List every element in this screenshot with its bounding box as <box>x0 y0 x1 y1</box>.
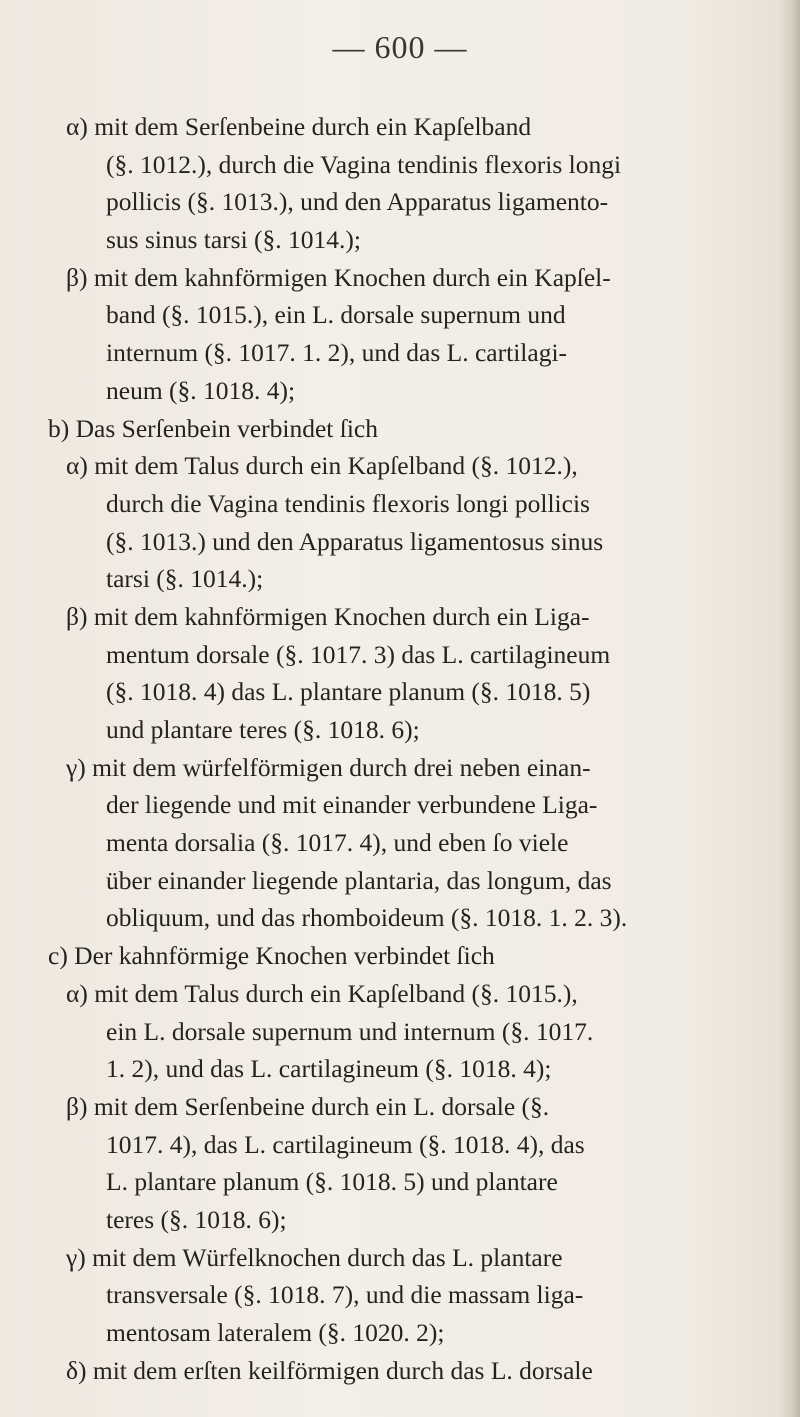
text-line: (§. 1012.), durch die Vagina tendinis flexoris longi <box>106 149 622 179</box>
text-line: b) Das Serſenbein verbindet ſich <box>48 413 378 443</box>
text-line: mentosam lateralem (§. 1020. 2); <box>106 1318 445 1347</box>
text-line: (§. 1018. 4) das L. plantare planum (§. 1018. 5) <box>106 677 591 707</box>
text-line: sus sinus tarsi (§. 1014.); <box>106 225 361 255</box>
text-line: neum (§. 1018. 4); <box>106 375 296 405</box>
text-line: γ) mit dem würfelförmigen durch drei neben einan- <box>66 752 591 782</box>
text-line: mentum dorsale (§. 1017. 3) das L. cartilagineum <box>106 639 611 669</box>
text-line: transversale (§. 1018. 7), und die massam liga- <box>106 1280 584 1310</box>
text-line: der liegende und mit einander verbundene Liga- <box>106 790 598 820</box>
text-line: internum (§. 1017. 1. 2), und das L. cartilagi- <box>106 338 568 368</box>
text-line: γ) mit dem Würfelknochen durch das L. plantare <box>66 1242 563 1272</box>
text-line: band (§. 1015.), ein L. dorsale supernum und <box>106 300 566 330</box>
text-line: obliquum, und das rhomboideum (§. 1018. 1. 2. 3). <box>106 903 628 933</box>
text-line: teres (§. 1018. 6); <box>106 1204 287 1234</box>
page-edge-shadow <box>778 0 800 1417</box>
text-line: 1017. 4), das L. cartilagineum (§. 1018. 4), das <box>106 1129 585 1159</box>
body-text <box>48 108 778 1389</box>
text-line: β) mit dem kahnförmigen Knochen durch ein Kapſel- <box>66 262 611 292</box>
text-line: δ) mit dem erſten keilförmigen durch das L. dorsale <box>66 1355 593 1385</box>
text-line: β) mit dem Serſenbeine durch ein L. dorsale (§. <box>66 1091 550 1121</box>
text-line: über einander liegende plantaria, das longum, das <box>106 865 612 895</box>
text-line: ein L. dorsale supernum und internum (§. 1017. <box>106 1016 594 1046</box>
text-line: L. plantare planum (§. 1018. 5) und plantare <box>106 1167 558 1197</box>
text-line: α) mit dem Serſenbeine durch ein Kapſelband <box>66 112 532 141</box>
page-number-header: — 600 — <box>332 29 468 65</box>
text-line: (§. 1013.) und den Apparatus ligamentosus sinus <box>106 526 604 556</box>
text-line: α) mit dem Talus durch ein Kapſelband (§. 1012.), <box>66 451 578 481</box>
text-line: menta dorsalia (§. 1017. 4), und eben ſo viele <box>106 828 569 858</box>
text-line: β) mit dem kahnförmigen Knochen durch ein Liga- <box>66 601 590 631</box>
text-line: α) mit dem Talus durch ein Kapſelband (§. 1015.), <box>66 978 578 1008</box>
text-line: c) Der kahnförmige Knochen verbindet ſich <box>48 941 495 971</box>
text-line: durch die Vagina tendinis flexoris longi pollicis <box>106 488 590 518</box>
text-line: pollicis (§. 1013.), und den Apparatus ligamento- <box>106 187 609 217</box>
text-line: tarsi (§. 1014.); <box>106 564 264 594</box>
text-line: 1. 2), und das L. cartilagineum (§. 1018. 4); <box>106 1054 552 1084</box>
text-line: und plantare teres (§. 1018. 6); <box>106 715 420 744</box>
